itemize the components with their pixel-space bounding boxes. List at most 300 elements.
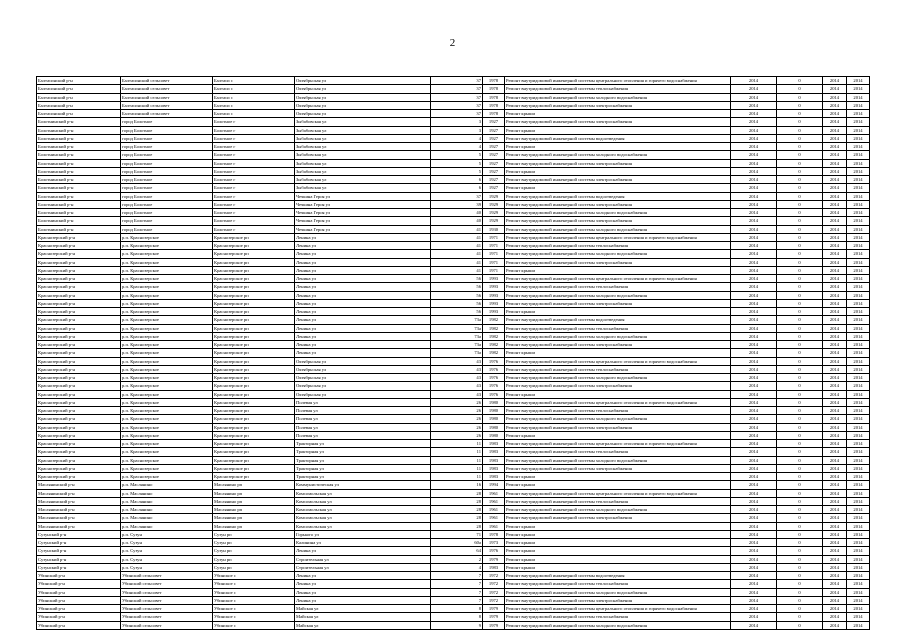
zero-cell: 0 — [777, 464, 823, 472]
plan-year-cell: 2014 — [823, 151, 847, 159]
zero-cell: 0 — [777, 118, 823, 126]
municipality-cell: город Болотное — [121, 184, 213, 192]
end-year-cell: 2014 — [847, 316, 870, 324]
work-type-cell: Ремонт внутридомовой инженерной системы теплоснабжения — [505, 283, 731, 291]
work-type-cell: Ремонт внутридомовой инженерной системы холодного водоснабжения — [505, 415, 731, 423]
start-year-cell: 2014 — [731, 382, 777, 390]
zero-cell: 0 — [777, 506, 823, 514]
municipality-cell: р.п. Краснозерское — [121, 324, 213, 332]
work-type-cell: Ремонт крыши — [505, 167, 731, 175]
zero-cell: 0 — [777, 514, 823, 522]
district-cell: Маслянинский р-н — [37, 489, 121, 497]
build-year-cell: 1994 — [483, 481, 505, 489]
municipality-cell: город Болотное — [121, 118, 213, 126]
table-row — [37, 390, 870, 398]
district-cell: Болотнинский р-н — [37, 134, 121, 142]
build-year-cell: 1993 — [483, 299, 505, 307]
work-type-cell: Ремонт внутридомовой инженерной системы электроснабжения — [505, 217, 731, 225]
work-type-cell: Ремонт внутридомовой инженерной системы холодного водоснабжения — [505, 621, 731, 629]
house-number-cell: 60а — [431, 539, 483, 547]
house-number-cell: 56 — [431, 299, 483, 307]
district-cell: Краснозерский р-н — [37, 266, 121, 274]
settlement-cell: Краснозерское рп — [213, 415, 295, 423]
build-year-cell: 1929 — [483, 217, 505, 225]
start-year-cell: 2014 — [731, 151, 777, 159]
district-cell: Краснозерский р-н — [37, 283, 121, 291]
house-number-cell: 3 — [431, 126, 483, 134]
street-cell: Комсомольская ул — [295, 497, 431, 505]
table-row — [37, 316, 870, 324]
start-year-cell: 2014 — [731, 349, 777, 357]
end-year-cell: 2014 — [847, 613, 870, 621]
house-number-cell: 5 — [431, 167, 483, 175]
municipality-cell: р.п. Краснозерское — [121, 332, 213, 340]
work-type-cell: Ремонт внутридомовой инженерной системы теплоснабжения — [505, 324, 731, 332]
plan-year-cell: 2014 — [823, 332, 847, 340]
work-type-cell: Ремонт внутридомовой инженерной системы холодного водоснабжения — [505, 588, 731, 596]
start-year-cell: 2014 — [731, 332, 777, 340]
zero-cell: 0 — [777, 324, 823, 332]
zero-cell: 0 — [777, 217, 823, 225]
zero-cell: 0 — [777, 555, 823, 563]
plan-year-cell: 2014 — [823, 93, 847, 101]
end-year-cell: 2014 — [847, 588, 870, 596]
municipality-cell: р.п. Краснозерское — [121, 473, 213, 481]
build-year-cell: 1976 — [483, 382, 505, 390]
build-year-cell: 1930 — [483, 225, 505, 233]
district-cell: Краснозерский р-н — [37, 440, 121, 448]
zero-cell: 0 — [777, 134, 823, 142]
zero-cell: 0 — [777, 407, 823, 415]
table-row — [37, 209, 870, 217]
end-year-cell: 2014 — [847, 167, 870, 175]
start-year-cell: 2014 — [731, 423, 777, 431]
district-cell: Краснозерский р-н — [37, 415, 121, 423]
end-year-cell: 2014 — [847, 93, 870, 101]
table-row — [37, 563, 870, 571]
build-year-cell: 1961 — [483, 506, 505, 514]
build-year-cell: 1972 — [483, 580, 505, 588]
start-year-cell: 2014 — [731, 365, 777, 373]
start-year-cell: 2014 — [731, 233, 777, 241]
end-year-cell: 2014 — [847, 250, 870, 258]
end-year-cell: 2014 — [847, 398, 870, 406]
municipality-cell: р.п. Краснозерское — [121, 440, 213, 448]
work-type-cell: Ремонт внутридомовой инженерной системы центрального отопления и горячего водоснабжения — [505, 77, 731, 85]
start-year-cell: 2014 — [731, 291, 777, 299]
plan-year-cell: 2014 — [823, 167, 847, 175]
start-year-cell: 2014 — [731, 225, 777, 233]
build-year-cell: 1980 — [483, 398, 505, 406]
district-cell: Болотнинский р-н — [37, 217, 121, 225]
build-year-cell: 1978 — [483, 85, 505, 93]
end-year-cell: 2014 — [847, 506, 870, 514]
table-row — [37, 572, 870, 580]
work-type-cell: Ремонт крыши — [505, 522, 731, 530]
work-type-cell: Ремонт крыши — [505, 539, 731, 547]
house-number-cell: 4 — [431, 563, 483, 571]
start-year-cell: 2014 — [731, 143, 777, 151]
street-cell: Полевая ул — [295, 431, 431, 439]
end-year-cell: 2014 — [847, 497, 870, 505]
start-year-cell: 2014 — [731, 299, 777, 307]
zero-cell: 0 — [777, 341, 823, 349]
street-cell: Тракторная ул — [295, 456, 431, 464]
house-number-cell: 11 — [431, 440, 483, 448]
build-year-cell: 1971 — [483, 258, 505, 266]
street-cell: Октябрьская ул — [295, 110, 431, 118]
district-cell: Болотнинский р-н — [37, 209, 121, 217]
table-row — [37, 225, 870, 233]
municipality-cell: город Болотное — [121, 167, 213, 175]
work-type-cell: Ремонт крыши — [505, 308, 731, 316]
district-cell: Убинский р-н — [37, 572, 121, 580]
district-cell: Краснозерский р-н — [37, 390, 121, 398]
house-number-cell: 40 — [431, 209, 483, 217]
district-cell: Болотнинский р-н — [37, 151, 121, 159]
zero-cell: 0 — [777, 266, 823, 274]
house-number-cell: 73а — [431, 332, 483, 340]
street-cell: Ленина ул — [295, 266, 431, 274]
settlement-cell: Краснозерское рп — [213, 266, 295, 274]
table-row — [37, 448, 870, 456]
zero-cell: 0 — [777, 547, 823, 555]
house-number-cell: 37 — [431, 192, 483, 200]
municipality-cell: р.п. Маслянино — [121, 506, 213, 514]
plan-year-cell: 2014 — [823, 200, 847, 208]
municipality-cell: р.п. Маслянино — [121, 497, 213, 505]
municipality-cell: р.п. Краснозерское — [121, 464, 213, 472]
work-type-cell: Ремонт крыши — [505, 110, 731, 118]
plan-year-cell: 2014 — [823, 283, 847, 291]
district-cell: Балтасинский р-н — [37, 110, 121, 118]
district-cell: Маслянинский р-н — [37, 514, 121, 522]
district-cell: Убинский р-н — [37, 588, 121, 596]
end-year-cell: 2014 — [847, 539, 870, 547]
end-year-cell: 2014 — [847, 572, 870, 580]
settlement-cell: Маслянино рп — [213, 514, 295, 522]
build-year-cell: 1978 — [483, 101, 505, 109]
start-year-cell: 2014 — [731, 192, 777, 200]
municipality-cell: р.п. Краснозерское — [121, 242, 213, 250]
settlement-cell: Убинское с — [213, 596, 295, 604]
start-year-cell: 2014 — [731, 283, 777, 291]
house-number-cell: 11 — [431, 448, 483, 456]
house-number-cell: 11 — [431, 456, 483, 464]
municipality-cell: р.п. Краснозерское — [121, 423, 213, 431]
table-row — [37, 93, 870, 101]
plan-year-cell: 2014 — [823, 291, 847, 299]
end-year-cell: 2014 — [847, 374, 870, 382]
work-type-cell: Ремонт внутридомовой инженерной системы водоотведения — [505, 192, 731, 200]
plan-year-cell: 2014 — [823, 506, 847, 514]
settlement-cell: Краснозерское рп — [213, 242, 295, 250]
start-year-cell: 2014 — [731, 209, 777, 217]
table-row — [37, 522, 870, 530]
house-number-cell: 7 — [431, 588, 483, 596]
build-year-cell: 1978 — [483, 93, 505, 101]
municipality-cell: Убинский сельсовет — [121, 572, 213, 580]
build-year-cell: 1961 — [483, 489, 505, 497]
build-year-cell: 1927 — [483, 118, 505, 126]
end-year-cell: 2014 — [847, 110, 870, 118]
district-cell: Краснозерский р-н — [37, 275, 121, 283]
table-row — [37, 605, 870, 613]
municipality-cell: р.п. Краснозерское — [121, 341, 213, 349]
end-year-cell: 2014 — [847, 382, 870, 390]
plan-year-cell: 2014 — [823, 258, 847, 266]
district-cell: Маслянинский р-н — [37, 522, 121, 530]
end-year-cell: 2014 — [847, 242, 870, 250]
district-cell: Маслянинский р-н — [37, 481, 121, 489]
table-row — [37, 167, 870, 175]
settlement-cell: Краснозерское рп — [213, 440, 295, 448]
table-row — [37, 596, 870, 604]
district-cell: Краснозерский р-н — [37, 407, 121, 415]
work-type-cell: Ремонт внутридомовой инженерной системы холодного водоснабжения — [505, 291, 731, 299]
table-row — [37, 275, 870, 283]
settlement-cell: Краснозерское рп — [213, 390, 295, 398]
house-number-cell: 26 — [431, 407, 483, 415]
end-year-cell: 2014 — [847, 283, 870, 291]
start-year-cell: 2014 — [731, 126, 777, 134]
start-year-cell: 2014 — [731, 258, 777, 266]
zero-cell: 0 — [777, 621, 823, 629]
municipality-cell: город Болотное — [121, 200, 213, 208]
house-number-cell: 41 — [431, 242, 483, 250]
house-number-cell: 43 — [431, 382, 483, 390]
start-year-cell: 2014 — [731, 217, 777, 225]
start-year-cell: 2014 — [731, 374, 777, 382]
street-cell: Ленина ул — [295, 242, 431, 250]
house-number-cell: 7 — [431, 596, 483, 604]
district-cell: Сузунский р-н — [37, 539, 121, 547]
house-number-cell: 37 — [431, 77, 483, 85]
zero-cell: 0 — [777, 233, 823, 241]
zero-cell: 0 — [777, 382, 823, 390]
start-year-cell: 2014 — [731, 176, 777, 184]
municipality-cell: р.п. Краснозерское — [121, 299, 213, 307]
zero-cell: 0 — [777, 580, 823, 588]
settlement-cell: Краснозерское рп — [213, 308, 295, 316]
settlement-cell: Маслянино рп — [213, 489, 295, 497]
plan-year-cell: 2014 — [823, 423, 847, 431]
street-cell: Чечкина Героя ул — [295, 225, 431, 233]
end-year-cell: 2014 — [847, 225, 870, 233]
zero-cell: 0 — [777, 448, 823, 456]
work-type-cell: Ремонт крыши — [505, 555, 731, 563]
zero-cell: 0 — [777, 151, 823, 159]
table-row — [37, 283, 870, 291]
settlement-cell: Балтаси с — [213, 101, 295, 109]
work-type-cell: Ремонт крыши — [505, 547, 731, 555]
plan-year-cell: 2014 — [823, 118, 847, 126]
end-year-cell: 2014 — [847, 605, 870, 613]
start-year-cell: 2014 — [731, 159, 777, 167]
settlement-cell: Краснозерское рп — [213, 349, 295, 357]
table-row — [37, 555, 870, 563]
district-cell: Краснозерский р-н — [37, 341, 121, 349]
district-cell: Балтасинский р-н — [37, 77, 121, 85]
district-cell: Маслянинский р-н — [37, 506, 121, 514]
work-type-cell: Ремонт внутридомовой инженерной системы электроснабжения — [505, 118, 731, 126]
work-type-cell: Ремонт крыши — [505, 530, 731, 538]
zero-cell: 0 — [777, 357, 823, 365]
end-year-cell: 2014 — [847, 431, 870, 439]
work-type-cell: Ремонт крыши — [505, 481, 731, 489]
table-row — [37, 192, 870, 200]
work-type-cell: Ремонт внутридомовой инженерной системы водоотведения — [505, 134, 731, 142]
build-year-cell: 1982 — [483, 349, 505, 357]
zero-cell: 0 — [777, 522, 823, 530]
work-type-cell: Ремонт внутридомовой инженерной системы электроснабжения — [505, 200, 731, 208]
start-year-cell: 2014 — [731, 563, 777, 571]
zero-cell: 0 — [777, 126, 823, 134]
repair-schedule-table — [36, 76, 870, 630]
district-cell: Краснозерский р-н — [37, 332, 121, 340]
work-type-cell: Ремонт внутридомовой инженерной системы холодного водоснабжения — [505, 151, 731, 159]
settlement-cell: Болотное г — [213, 176, 295, 184]
end-year-cell: 2014 — [847, 266, 870, 274]
zero-cell: 0 — [777, 497, 823, 505]
municipality-cell: р.п. Сузун — [121, 547, 213, 555]
build-year-cell: 1983 — [483, 448, 505, 456]
district-cell: Сузунский р-н — [37, 555, 121, 563]
settlement-cell: Болотное г — [213, 184, 295, 192]
street-cell: Ленина ул — [295, 580, 431, 588]
zero-cell: 0 — [777, 192, 823, 200]
settlement-cell: Краснозерское рп — [213, 324, 295, 332]
zero-cell: 0 — [777, 225, 823, 233]
start-year-cell: 2014 — [731, 242, 777, 250]
end-year-cell: 2014 — [847, 415, 870, 423]
plan-year-cell: 2014 — [823, 440, 847, 448]
settlement-cell: Убинское с — [213, 605, 295, 613]
house-number-cell: 6 — [431, 176, 483, 184]
work-type-cell: Ремонт крыши — [505, 184, 731, 192]
work-type-cell: Ремонт внутридомовой инженерной системы теплоснабжения — [505, 407, 731, 415]
start-year-cell: 2014 — [731, 431, 777, 439]
municipality-cell: р.п. Краснозерское — [121, 415, 213, 423]
plan-year-cell: 2014 — [823, 481, 847, 489]
build-year-cell: 1983 — [483, 440, 505, 448]
start-year-cell: 2014 — [731, 489, 777, 497]
work-type-cell: Ремонт внутридомовой инженерной системы водоотведения — [505, 572, 731, 580]
settlement-cell: Краснозерское рп — [213, 473, 295, 481]
end-year-cell: 2014 — [847, 448, 870, 456]
settlement-cell: Болотное г — [213, 217, 295, 225]
table-row — [37, 184, 870, 192]
start-year-cell: 2014 — [731, 497, 777, 505]
end-year-cell: 2014 — [847, 176, 870, 184]
table-row — [37, 101, 870, 109]
settlement-cell: Сузун рп — [213, 547, 295, 555]
house-number-cell: 16 — [431, 481, 483, 489]
table-row — [37, 506, 870, 514]
district-cell: Сузунский р-н — [37, 547, 121, 555]
work-type-cell: Ремонт внутридомовой инженерной системы электроснабжения — [505, 514, 731, 522]
zero-cell: 0 — [777, 143, 823, 151]
table-row — [37, 250, 870, 258]
municipality-cell: р.п. Краснозерское — [121, 233, 213, 241]
plan-year-cell: 2014 — [823, 448, 847, 456]
settlement-cell: Краснозерское рп — [213, 299, 295, 307]
work-type-cell: Ремонт внутридомовой инженерной системы электроснабжения — [505, 464, 731, 472]
settlement-cell: Убинское с — [213, 613, 295, 621]
end-year-cell: 2014 — [847, 341, 870, 349]
work-type-cell: Ремонт внутридомовой инженерной системы центрального отопления и горячего водоснабжения — [505, 440, 731, 448]
end-year-cell: 2014 — [847, 101, 870, 109]
plan-year-cell: 2014 — [823, 192, 847, 200]
start-year-cell: 2014 — [731, 555, 777, 563]
build-year-cell: 1978 — [483, 110, 505, 118]
build-year-cell: 1983 — [483, 473, 505, 481]
settlement-cell: Маслянино рп — [213, 481, 295, 489]
municipality-cell: р.п. Краснозерское — [121, 275, 213, 283]
table-row — [37, 588, 870, 596]
house-number-cell: 9 — [431, 621, 483, 629]
start-year-cell: 2014 — [731, 390, 777, 398]
house-number-cell: 73а — [431, 324, 483, 332]
build-year-cell: 1983 — [483, 464, 505, 472]
settlement-cell: Маслянино рп — [213, 522, 295, 530]
work-type-cell: Ремонт внутридомовой инженерной системы электроснабжения — [505, 596, 731, 604]
work-type-cell: Ремонт внутридомовой инженерной системы теплоснабжения — [505, 85, 731, 93]
plan-year-cell: 2014 — [823, 530, 847, 538]
work-type-cell: Ремонт крыши — [505, 390, 731, 398]
street-cell: Комсомольская ул — [295, 506, 431, 514]
table-row — [37, 159, 870, 167]
zero-cell: 0 — [777, 423, 823, 431]
zero-cell: 0 — [777, 415, 823, 423]
plan-year-cell: 2014 — [823, 382, 847, 390]
end-year-cell: 2014 — [847, 299, 870, 307]
build-year-cell: 1961 — [483, 497, 505, 505]
district-cell: Краснозерский р-н — [37, 250, 121, 258]
zero-cell: 0 — [777, 93, 823, 101]
end-year-cell: 2014 — [847, 332, 870, 340]
table-row — [37, 242, 870, 250]
work-type-cell: Ремонт крыши — [505, 473, 731, 481]
build-year-cell: 1979 — [483, 555, 505, 563]
zero-cell: 0 — [777, 291, 823, 299]
build-year-cell: 1979 — [483, 605, 505, 613]
plan-year-cell: 2014 — [823, 316, 847, 324]
zero-cell: 0 — [777, 398, 823, 406]
table-row — [37, 217, 870, 225]
house-number-cell: 37 — [431, 85, 483, 93]
house-number-cell: 37 — [431, 93, 483, 101]
settlement-cell: Балтаси с — [213, 85, 295, 93]
table-row — [37, 382, 870, 390]
municipality-cell: р.п. Сузун — [121, 563, 213, 571]
settlement-cell: Убинское с — [213, 572, 295, 580]
street-cell: Зыбабовская ул — [295, 176, 431, 184]
zero-cell: 0 — [777, 349, 823, 357]
zero-cell: 0 — [777, 596, 823, 604]
end-year-cell: 2014 — [847, 217, 870, 225]
work-type-cell: Ремонт внутридомовой инженерной системы центрального отопления и горячего водоснабжения — [505, 398, 731, 406]
table-row — [37, 613, 870, 621]
district-cell: Краснозерский р-н — [37, 308, 121, 316]
settlement-cell: Убинское с — [213, 621, 295, 629]
street-cell: Тракторная ул — [295, 448, 431, 456]
zero-cell: 0 — [777, 588, 823, 596]
house-number-cell: 28 — [431, 497, 483, 505]
work-type-cell: Ремонт внутридомовой инженерной системы холодного водоснабжения — [505, 506, 731, 514]
plan-year-cell: 2014 — [823, 497, 847, 505]
settlement-cell: Краснозерское рп — [213, 275, 295, 283]
